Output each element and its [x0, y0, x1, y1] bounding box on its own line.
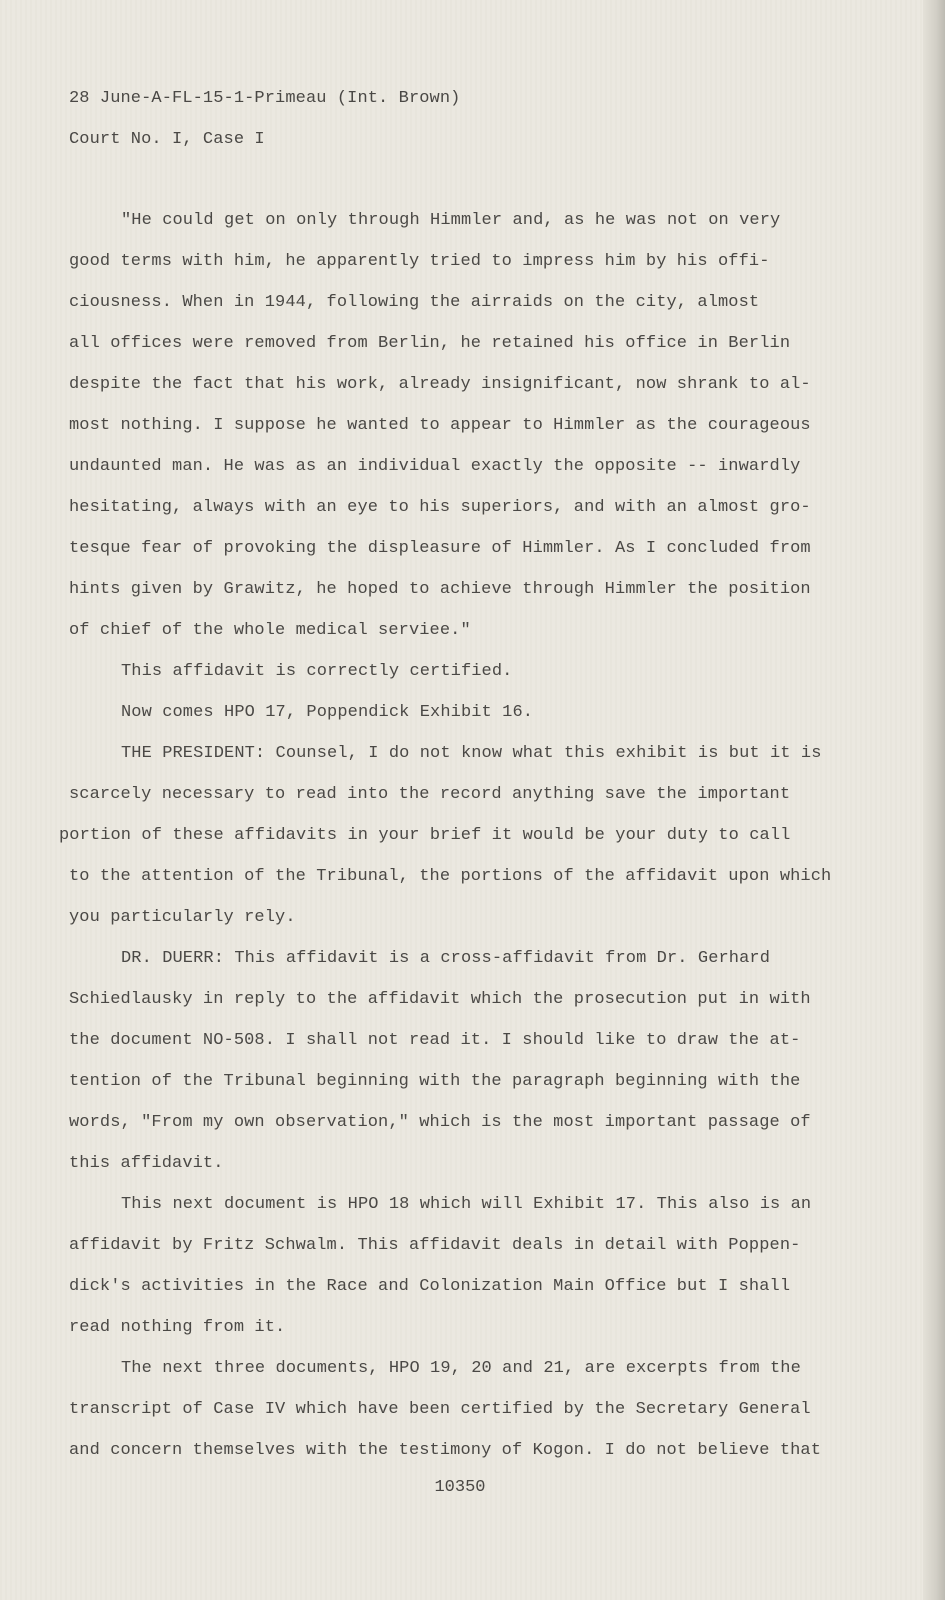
text-line: all offices were removed from Berlin, he retained his office in Berlin: [69, 334, 791, 353]
text-line: dick's activities in the Race and Colonization Main Office but I shall: [69, 1277, 791, 1296]
text-line: scarcely necessary to read into the record anything save the important: [69, 785, 791, 804]
text-line: this affidavit.: [69, 1154, 224, 1173]
text-line: Now comes HPO 17, Poppendick Exhibit 16.: [121, 703, 534, 722]
text-line: most nothing. I suppose he wanted to appear to Himmler as the courageous: [69, 416, 811, 435]
text-line: hints given by Grawitz, he hoped to achieve through Himmler the position: [69, 580, 811, 599]
court-case-line: Court No. I, Case I: [69, 130, 265, 149]
text-line: hesitating, always with an eye to his superiors, and with an almost gro-: [69, 498, 811, 517]
text-line: THE PRESIDENT: Counsel, I do not know what this exhibit is but it is: [121, 744, 822, 763]
text-line: read nothing from it.: [69, 1318, 286, 1337]
text-line: to the attention of the Tribunal, the portions of the affidavit upon which: [69, 867, 832, 886]
text-line: portion of these affidavits in your brief it would be your duty to call: [59, 826, 791, 845]
text-line: despite the fact that his work, already insignificant, now shrank to al-: [69, 375, 811, 394]
text-line: good terms with him, he apparently tried to impress him by his offi-: [69, 252, 770, 271]
text-line: DR. DUERR: This affidavit is a cross-affidavit from Dr. Gerhard: [121, 949, 771, 968]
text-line: Schiedlausky in reply to the affidavit which the prosecution put in with: [69, 990, 811, 1009]
page-edge: [923, 0, 945, 1600]
text-line: the document NO-508. I shall not read it. I should like to draw the at-: [69, 1031, 801, 1050]
text-line: words, "From my own observation," which is the most important passage of: [69, 1113, 811, 1132]
text-line: This next document is HPO 18 which will Exhibit 17. This also is an: [121, 1195, 812, 1214]
text-line: undaunted man. He was as an individual exactly the opposite -- inwardly: [69, 457, 801, 476]
text-line: affidavit by Fritz Schwalm. This affidavit deals in detail with Poppen-: [69, 1236, 801, 1255]
text-line: tesque fear of provoking the displeasure of Himmler. As I concluded from: [69, 539, 811, 558]
text-line: The next three documents, HPO 19, 20 and 21, are excerpts from the: [121, 1359, 801, 1378]
text-line: ciousness. When in 1944, following the airraids on the city, almost: [69, 293, 760, 312]
page-number: 10350: [434, 1478, 486, 1497]
text-line: tention of the Tribunal beginning with the paragraph beginning with the: [69, 1072, 801, 1091]
text-line: of chief of the whole medical serviee.": [69, 621, 471, 640]
text-line: and concern themselves with the testimony of Kogon. I do not believe that: [69, 1441, 822, 1460]
text-line: "He could get on only through Himmler and, as he was not on very: [121, 211, 781, 230]
text-line: This affidavit is correctly certified.: [121, 662, 513, 681]
text-line: transcript of Case IV which have been certified by the Secretary General: [69, 1400, 811, 1419]
text-line: you particularly rely.: [69, 908, 296, 927]
document-header-id: 28 June-A-FL-15-1-Primeau (Int. Brown): [69, 89, 461, 108]
